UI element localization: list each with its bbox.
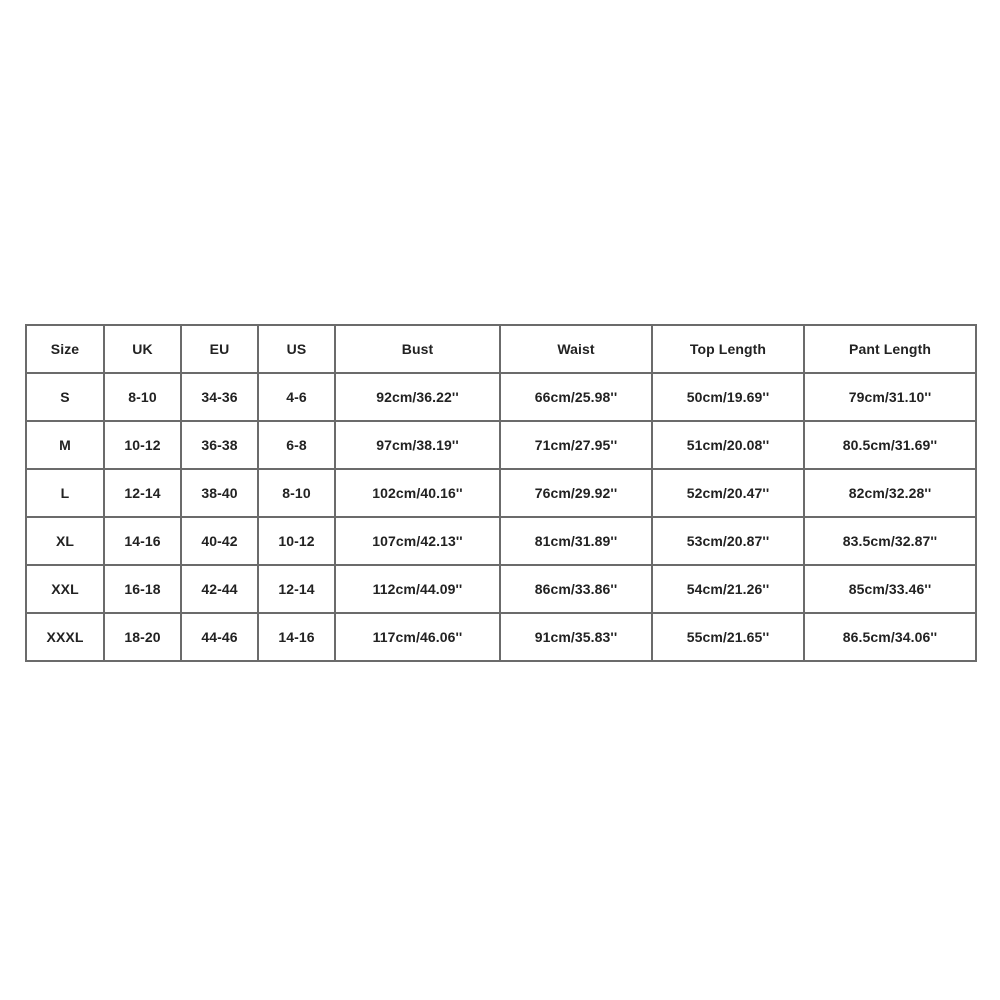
cell-uk: 16-18 xyxy=(104,565,181,613)
cell-pant-length: 83.5cm/32.87'' xyxy=(804,517,976,565)
cell-waist: 71cm/27.95'' xyxy=(500,421,652,469)
cell-waist: 66cm/25.98'' xyxy=(500,373,652,421)
table-row xyxy=(26,613,976,661)
cell-pant-length: 79cm/31.10'' xyxy=(804,373,976,421)
header-bust: Bust xyxy=(335,325,500,373)
cell-us: 6-8 xyxy=(258,421,335,469)
cell-uk: 8-10 xyxy=(104,373,181,421)
header-us: US xyxy=(258,325,335,373)
cell-top-length: 51cm/20.08'' xyxy=(652,421,804,469)
cell-bust: 102cm/40.16'' xyxy=(335,469,500,517)
cell-eu: 44-46 xyxy=(181,613,258,661)
cell-pant-length: 80.5cm/31.69'' xyxy=(804,421,976,469)
header-waist: Waist xyxy=(500,325,652,373)
cell-top-length: 55cm/21.65'' xyxy=(652,613,804,661)
header-pant-length: Pant Length xyxy=(804,325,976,373)
cell-top-length: 53cm/20.87'' xyxy=(652,517,804,565)
cell-bust: 92cm/36.22'' xyxy=(335,373,500,421)
cell-eu: 34-36 xyxy=(181,373,258,421)
cell-eu: 38-40 xyxy=(181,469,258,517)
cell-size: L xyxy=(26,469,104,517)
cell-size: S xyxy=(26,373,104,421)
cell-bust: 112cm/44.09'' xyxy=(335,565,500,613)
table-row xyxy=(26,565,976,613)
cell-pant-length: 86.5cm/34.06'' xyxy=(804,613,976,661)
cell-us: 8-10 xyxy=(258,469,335,517)
table-row xyxy=(26,373,976,421)
cell-top-length: 50cm/19.69'' xyxy=(652,373,804,421)
cell-bust: 117cm/46.06'' xyxy=(335,613,500,661)
cell-us: 12-14 xyxy=(258,565,335,613)
size-chart-table xyxy=(25,324,977,662)
cell-uk: 12-14 xyxy=(104,469,181,517)
header-row xyxy=(26,325,976,373)
header-uk: UK xyxy=(104,325,181,373)
cell-eu: 40-42 xyxy=(181,517,258,565)
cell-us: 4-6 xyxy=(258,373,335,421)
cell-us: 10-12 xyxy=(258,517,335,565)
header-eu: EU xyxy=(181,325,258,373)
table-row xyxy=(26,469,976,517)
cell-top-length: 54cm/21.26'' xyxy=(652,565,804,613)
table-row xyxy=(26,517,976,565)
cell-waist: 81cm/31.89'' xyxy=(500,517,652,565)
cell-top-length: 52cm/20.47'' xyxy=(652,469,804,517)
cell-uk: 10-12 xyxy=(104,421,181,469)
cell-us: 14-16 xyxy=(258,613,335,661)
cell-bust: 107cm/42.13'' xyxy=(335,517,500,565)
cell-waist: 76cm/29.92'' xyxy=(500,469,652,517)
cell-eu: 36-38 xyxy=(181,421,258,469)
header-top-length: Top Length xyxy=(652,325,804,373)
cell-size: XL xyxy=(26,517,104,565)
cell-bust: 97cm/38.19'' xyxy=(335,421,500,469)
header-size: Size xyxy=(26,325,104,373)
table-row xyxy=(26,421,976,469)
cell-uk: 18-20 xyxy=(104,613,181,661)
cell-waist: 86cm/33.86'' xyxy=(500,565,652,613)
cell-waist: 91cm/35.83'' xyxy=(500,613,652,661)
cell-size: XXL xyxy=(26,565,104,613)
cell-size: M xyxy=(26,421,104,469)
cell-uk: 14-16 xyxy=(104,517,181,565)
cell-pant-length: 85cm/33.46'' xyxy=(804,565,976,613)
cell-eu: 42-44 xyxy=(181,565,258,613)
cell-size: XXXL xyxy=(26,613,104,661)
cell-pant-length: 82cm/32.28'' xyxy=(804,469,976,517)
